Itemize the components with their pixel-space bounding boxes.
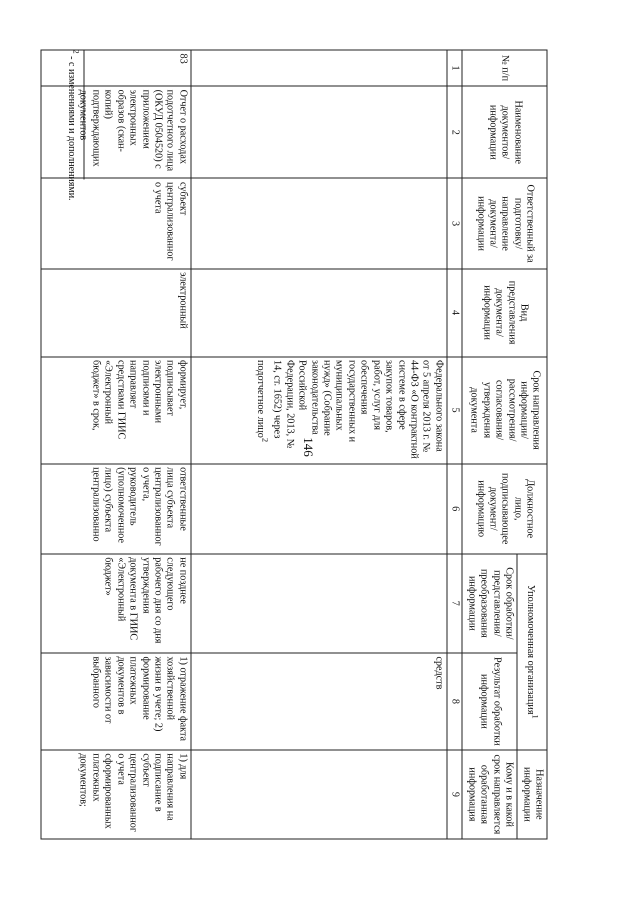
footnote-marker: 2 xyxy=(71,49,81,54)
header-group-upoln xyxy=(517,554,547,750)
column-number: 4 xyxy=(447,269,462,357)
row-83-responsible: субъект централизованного учета xyxy=(41,178,191,268)
continuation-row xyxy=(191,50,447,839)
row-83-term: формирует, подписывает электронными подписями и направляет средствами ГИИС «Электронный бюджет» в срок, xyxy=(41,357,191,464)
header-col-form: Вид представления документа/ информации xyxy=(462,269,547,357)
column-number: 1 xyxy=(447,50,462,86)
header-row-1 xyxy=(517,50,547,839)
header-col-destination: Кому и в какой срок направляется обработанная информация xyxy=(462,750,517,839)
cont-cell-destination xyxy=(191,750,447,839)
row-83-result: 1) отражение факта хозяйственной жизни в учете; 2) формирование платежных документов в зависимости от выбранного xyxy=(41,653,191,750)
row-83-destination: 1) для направления на подписание в субъект централизованного учета сформированных платежных документов; xyxy=(41,750,191,839)
cont-cell-official xyxy=(191,464,447,554)
row-83-processing-term: не позднее следующего рабочего дня со дня утверждения документа в ГИИС «Электронный бюджет» xyxy=(41,554,191,653)
header-col-result: Результат обработки информации xyxy=(462,653,517,750)
header-col-no: № п/п xyxy=(462,50,547,86)
cont-cell-responsible xyxy=(191,178,447,268)
cont-cell-name xyxy=(191,86,447,178)
header-col-responsible: Ответственный за подготовку/ направление документа/ информации xyxy=(462,178,547,268)
row-83-name: Отчет о расходах подотчетного лица (ОКУД 0504520) с приложением электронных образов (скан-копий) подтверждающих документов xyxy=(41,86,191,178)
page-number: 146 xyxy=(301,437,316,457)
header-group-upoln-text: Уполномоченная организация xyxy=(525,584,537,715)
cont-cell-term xyxy=(191,357,447,464)
row-83-official: ответственные лица субъекта централизованного учета, руководитель (уполномоченное лицо) субъекта централизованно xyxy=(41,464,191,554)
footnote-text: - с изменениями и дополнениями. xyxy=(66,53,78,201)
header-col-term: Срок направления информации/ рассмотрения/ согласования/ утверждения документа xyxy=(462,357,547,464)
column-number: 8 xyxy=(447,653,462,750)
rotated-page xyxy=(1,0,640,905)
cont-cell-processing-term xyxy=(191,554,447,653)
cont-cell-no xyxy=(191,50,447,86)
footnote xyxy=(66,50,80,450)
document-table xyxy=(40,50,547,840)
column-number: 2 xyxy=(447,86,462,178)
column-number: 3 xyxy=(447,178,462,268)
row-83-no: 83 xyxy=(41,50,191,86)
cont-term-footnote: 2 xyxy=(260,437,271,443)
header-col-official: Должностное лицо, подписывающее документ/ информацию xyxy=(462,464,547,554)
cont-cell-result: средств xyxy=(191,653,447,750)
header-col-processing-term: Срок обработки/ представления/ преобразования информации xyxy=(462,554,517,653)
column-number-row xyxy=(447,50,462,839)
header-group-naznach: Назначение информации xyxy=(517,750,547,839)
cont-cell-form xyxy=(191,269,447,357)
table-row-83 xyxy=(41,50,191,839)
row-83-form: электронный xyxy=(41,269,191,357)
column-number: 5 xyxy=(447,357,462,464)
column-number: 7 xyxy=(447,554,462,653)
column-number: 6 xyxy=(447,464,462,554)
cont-term-text: Федерального закона от 5 апреля 2013 г. № 44-ФЗ «О контрактной системе в сфере закупок товаров, работ, услуг для обеспечения государственных и муниципальных нужд» (Собрание законодательства Российской Федерации, 2013, № 14, ст. 1652) через подотчетное лицо xyxy=(254,360,445,459)
header-col-name: Наименование документов/ информации xyxy=(462,86,547,178)
footnote-divider xyxy=(84,50,85,180)
header-group-upoln-footnote: 1 xyxy=(530,714,541,719)
column-number: 9 xyxy=(447,750,462,839)
